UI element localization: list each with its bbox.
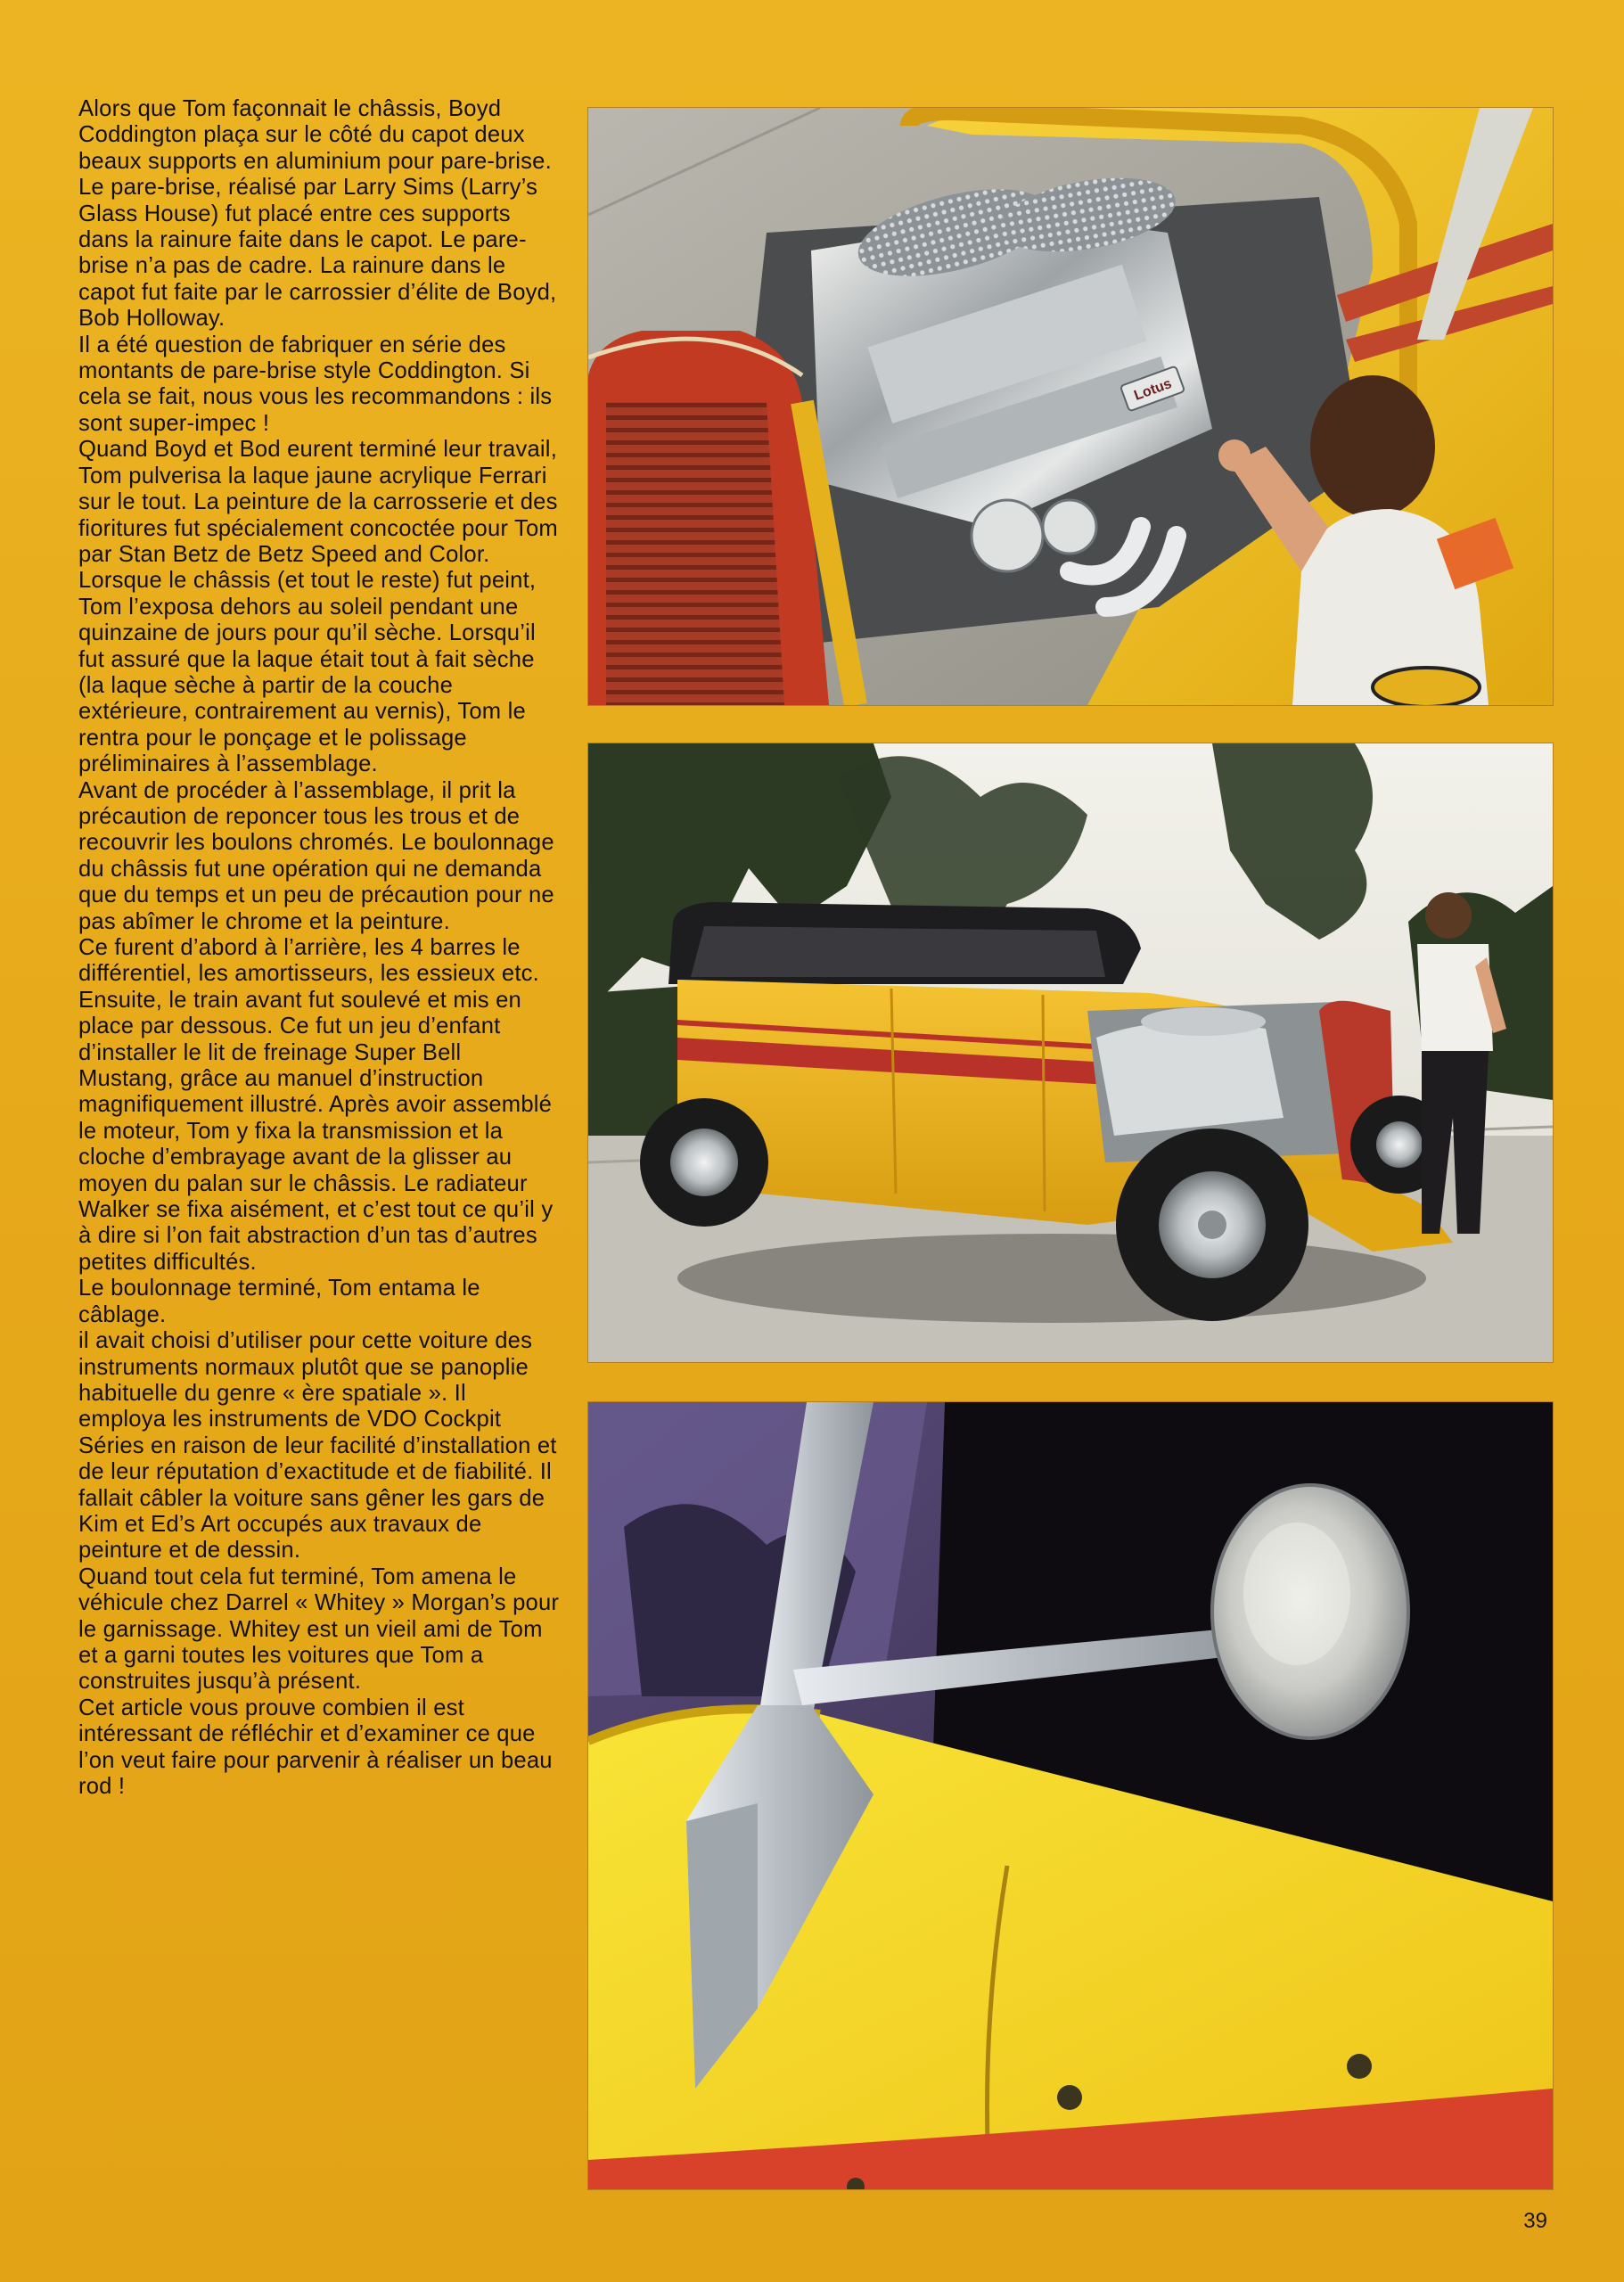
page-number: 39 [1523,2209,1547,2233]
standing-man-shirt-shape [1417,944,1493,1051]
article-paragraph: Avant de procéder à l’assemblage, il prit la précaution de reponcer tous les trous et de recouvrir les boulons chromés. Le boulonnage du châssis fut une opération qui ne demanda que du temps et un peu de précaution pour ne pas abîmer le chrome et la peinture. [78,777,554,934]
article-column [78,96,560,1800]
article-paragraph: Lorsque le châssis (et tout le reste) fut peint, Tom l’exposa dehors au soleil pendant une quinzaine de jours pour qu’il sèche. Lorsqu’il fut assuré que la laque était tout à fait sèche (la laque sèche à partir de la couche extérieure, contrairement au vernis), Tom le rentra pour le ponçage et le polissage préliminaires à l’assemblage. [78,568,537,777]
article-paragraph: Le boulonnage terminé, Tom entama le câblage. [78,1276,480,1327]
article-paragraph: Il a été question de fabriquer en série des montants de pare-brise style Coddington. Si cela se fait, nous vous les recommandons : ils sont super-impec ! [78,332,553,436]
article-paragraph: Ce furent d’abord à l’arrière, les 4 barres le différentiel, les amortisseurs, les essieux etc. [78,935,539,987]
mirror-illustration [588,1402,1553,2189]
standing-man-head-shape [1425,892,1472,939]
grille-shape [606,402,784,705]
article-paragraph: Ensuite, le train avant fut soulevé et mis en place par dessous. Ce fut un jeu d’enfant d’installer le lit de freinage Super Bell Mustang, grâce au manuel d’instruction magnifiquement illustré. Après avoir assemblé le moteur, Tom y fixa la transmission et la cloche d’embrayage avant de la glisser au moyen du palan sur le châssis. Le radiateur Walker se fixa aisément, et c’est tout ce qu’il y à dire si l’on fait abstraction d’un tas d’autres petites difficultés. [78,987,554,1275]
article-paragraph: Alors que Tom façonnait le châssis, Boyd Coddington plaça sur le côté du capot deux beaux supports en aluminium pour pare-brise. Le pare-brise, réalisé par Larry Sims (Larry’s Glass House) fut placé entre ces supports dans la rainure faite dans le capot. Le pare-brise n’a pas de cadre. La rainure dans le capot fut faite par le carrossier d’élite de Boyd, Bob Holloway. [78,96,557,332]
article-paragraph: Quand tout cela fut terminé, Tom amena le véhicule chez Darrel « Whitey » Morgan’s pour le garnissage. Whitey est un vieil ami de Tom et a garni toutes les voitures que Tom a construites jusqu’à présent. [78,1564,560,1695]
article-paragraph: Quand Boyd et Bod eurent terminé leur travail, Tom pulverisa la laque jaune acrylique Ferrari sur le tout. La peinture de la carrosserie et des fioritures fut spécialement concoctée pour Tom par Stan Betz de Betz Speed and Color. [78,437,558,567]
worker-head-shape [1310,375,1435,518]
mirror-photo [588,1402,1553,2189]
article-paragraph: Cet article vous prouve combien il est intéressant de réfléchir et d’examiner ce que l’on veut faire pour parvenir à réaliser un beau rod ! [78,1695,553,1799]
engine-plate-text: Lotus [1132,375,1174,404]
car-photo [588,743,1553,1362]
engine-photo [588,108,1553,705]
article-paragraph: il avait choisi d’utiliser pour cette voiture des instruments normaux plutôt que se panoplie habituelle du genre « ère spatiale ». Il employa les instruments de VDO Cockpit Séries en raison de leur facilité d’installation et de leur réputation d’exactitude et de fiabilité. Il fallait câbler la voiture sans gêner les gars de Kim et Ed’s Art occupés aux travaux de peinture et de dessin. [78,1328,557,1564]
car-illustration [588,743,1553,1362]
engine-illustration [588,108,1553,705]
